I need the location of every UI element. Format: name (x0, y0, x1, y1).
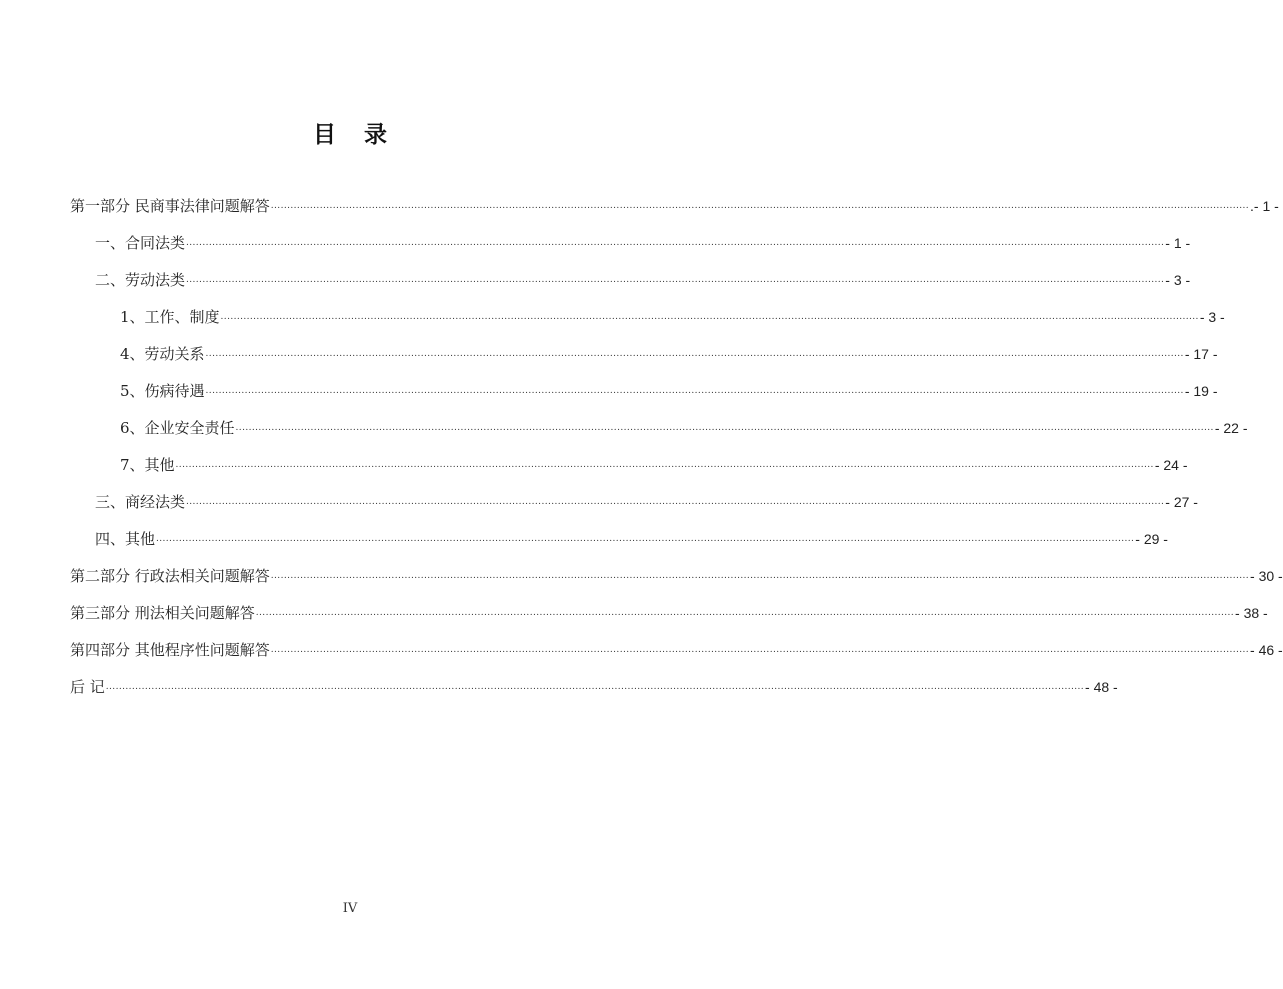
toc-leader-dots: ............................................................................................................................................................................................................................................................................................................ (255, 608, 1235, 618)
toc-entry-page: - 22 - (1214, 420, 1248, 436)
toc-entry-page: - 24 - (1154, 457, 1188, 473)
toc-entry-label: 4、劳动关系 (120, 345, 205, 363)
toc-entry-page: - 27 - (1165, 494, 1198, 510)
toc-entry-page: - 29 - (1135, 531, 1168, 547)
toc-entry-label: 第一部分 民商事法律问题解答 (70, 197, 270, 215)
toc-entry-label: 1、工作、制度 (120, 308, 220, 326)
toc-entry-enterprise-safety[interactable] (120, 418, 1248, 438)
toc-entry-labor-law[interactable] (95, 270, 1191, 290)
toc-entry-part-1[interactable] (70, 196, 1279, 216)
toc-entry-work-system[interactable] (120, 307, 1225, 327)
toc-entry-commercial-law[interactable] (95, 492, 1198, 512)
page-title: 目 录 (312, 122, 397, 148)
toc-entry-label: 后 记 (70, 678, 105, 696)
toc-leader-dots: ............................................................................................................................................................................................................................................................................................................ (186, 238, 1165, 248)
toc-entry-label: 7、其他 (120, 456, 175, 474)
toc-entry-page: - 30 - (1250, 568, 1283, 584)
toc-entry-part-2[interactable] (70, 566, 1283, 586)
toc-leader-dots: ............................................................................................................................................................................................................................................................................................................ (235, 423, 1214, 433)
toc-entry-label: 6、企业安全责任 (120, 419, 235, 437)
toc-entry-labor-other[interactable] (120, 455, 1188, 475)
page-number-footer: IV (342, 901, 358, 916)
toc-entry-labor-relations[interactable] (120, 344, 1218, 364)
toc-entry-label: 5、伤病待遇 (120, 382, 205, 400)
toc-entry-part-4[interactable] (70, 640, 1283, 660)
toc-entry-other[interactable] (95, 529, 1168, 549)
toc-entry-page: - 48 - (1085, 679, 1118, 695)
toc-entry-contract-law[interactable] (95, 233, 1191, 253)
toc-leader-dots: ............................................................................................................................................................................................................................................................................................................ (205, 349, 1184, 359)
toc-entry-label: 三、商经法类 (95, 493, 186, 511)
toc-entry-page: - 38 - (1235, 605, 1268, 621)
toc-leader-dots: ............................................................................................................................................................................................................................................................................................................ (186, 275, 1165, 285)
toc-entry-label: 一、合同法类 (95, 234, 186, 252)
toc-leader-dots: ............................................................................................................................................................................................................................................................................................................ (205, 386, 1184, 396)
toc-entry-label: 第三部分 刑法相关问题解答 (70, 604, 255, 622)
toc-entry-page: - 17 - (1184, 346, 1218, 362)
toc-leader-dots: ............................................................................................................................................................................................................................................................................................................ (270, 201, 1250, 211)
toc-entry-page: - 19 - (1184, 383, 1218, 399)
toc-entry-page: .- 1 - (1250, 198, 1279, 214)
toc-entry-label: 四、其他 (95, 530, 156, 548)
toc-leader-dots: ............................................................................................................................................................................................................................................................................................................ (220, 312, 1199, 322)
toc-entry-injury-benefits[interactable] (120, 381, 1218, 401)
toc-entry-label: 第四部分 其他程序性问题解答 (70, 641, 270, 659)
toc-entry-page: - 3 - (1165, 272, 1191, 288)
toc-entry-label: 第二部分 行政法相关问题解答 (70, 567, 270, 585)
toc-leader-dots: ............................................................................................................................................................................................................................................................................................................ (156, 534, 1135, 544)
toc-entry-page: - 3 - (1199, 309, 1225, 325)
toc-entry-label: 二、劳动法类 (95, 271, 186, 289)
toc-leader-dots: ............................................................................................................................................................................................................................................................................................................ (105, 682, 1085, 692)
toc-leader-dots: ............................................................................................................................................................................................................................................................................................................ (186, 497, 1165, 507)
toc-entry-page: - 46 - (1250, 642, 1283, 658)
toc-leader-dots: ............................................................................................................................................................................................................................................................................................................ (270, 645, 1250, 655)
toc-leader-dots: ............................................................................................................................................................................................................................................................................................................ (270, 571, 1250, 581)
toc-entry-page: - 1 - (1165, 235, 1191, 251)
toc-entry-afterword[interactable] (70, 677, 1118, 697)
toc-leader-dots: ............................................................................................................................................................................................................................................................................................................ (175, 460, 1154, 470)
toc-entry-part-3[interactable] (70, 603, 1268, 623)
